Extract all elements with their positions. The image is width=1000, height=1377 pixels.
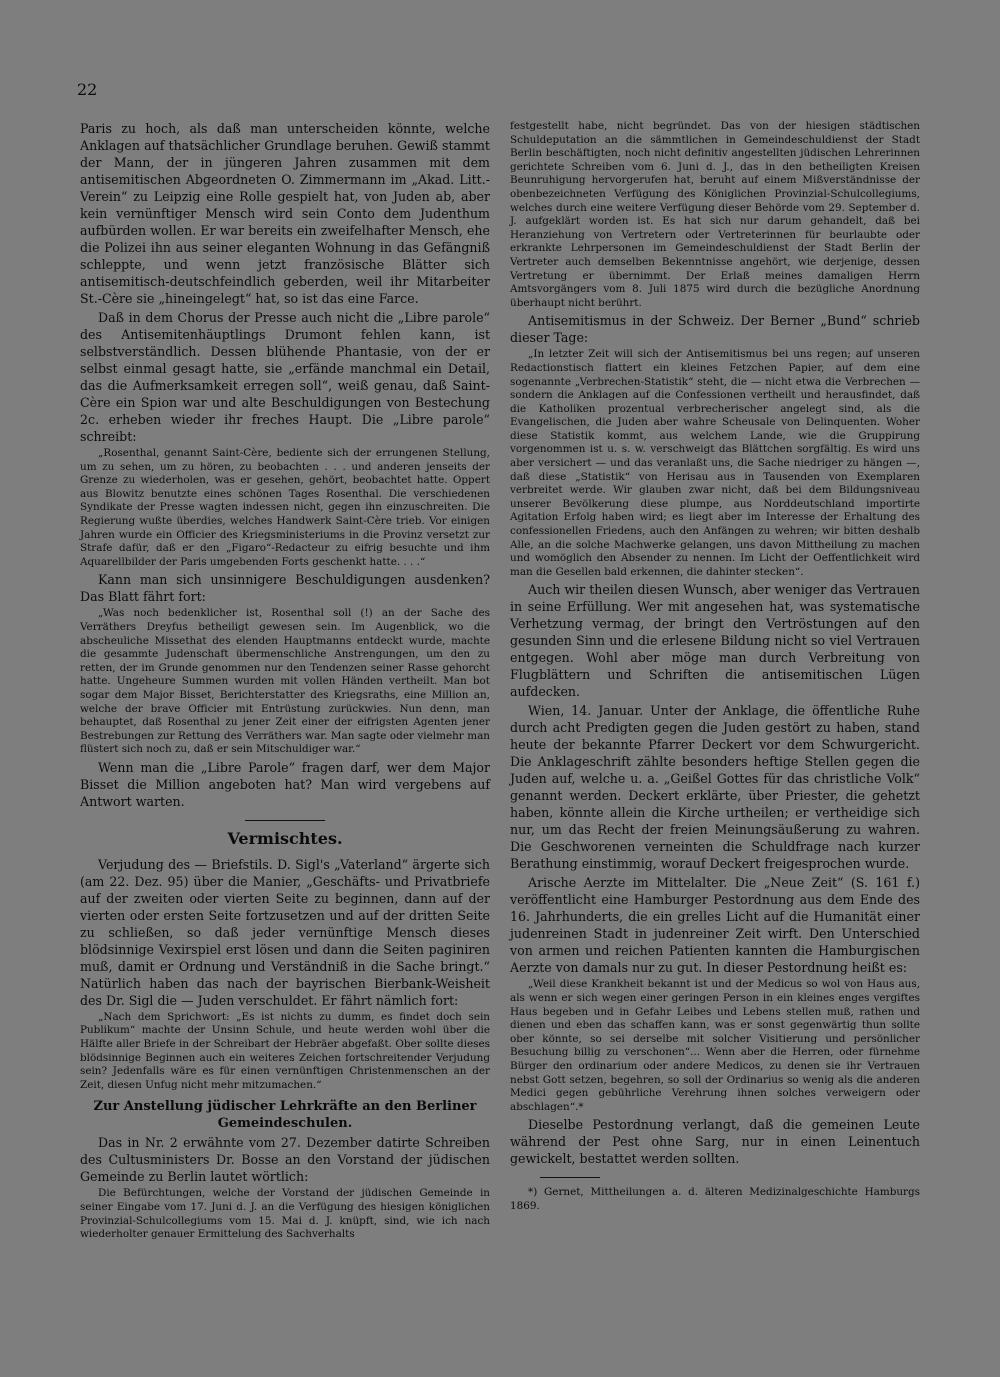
quote-paragraph: „In letzter Zeit will sich der Antisemitismus bei uns regen; auf unseren Redactionstisch flattert ein kleines Fetzchen Papier, auf dem eine sogenannte „Verbrechen-Statistik“ steht, die — nicht etwa die Verbrechen — sondern die Anklagen auf die Confessionen vertheilt und herausfindet, daß die Katholiken prozentual verbrecherischer angelegt sind, als die Evangelischen, die Juden aber wahre Scheusale von Delinquenten. Woher diese Statistik kommt, aus welchem Lande, wie die Gruppirung vorgenommen ist u. s. w. verschweigt das Blättchen sorgfältig. Es wird uns aber versichert — und das veranlaßt uns, die Sache niedriger zu hängen —, daß diese „Statistik“ von Herisau aus in Tausenden von Exemplaren verbreitet werde. Wir glauben zwar nicht, daß bei dem Bildungsniveau unserer Bevölkerung diese plumpe, aus Norddeutschland importirte Agitation Erfolg haben wird; es liegt aber im Interesse der Erhaltung des confessionellen Friedens, auch den Anfängen zu wehren; wir bitten deshalb Alle, an die solche Machwerke gelangen, uns davon Mittheilung zu machen und womöglich den Absender zu nennen. Im Licht der Oeffentlichkeit wird man die Gesellen bald erkennen, die dahinter stecken“. xyxy=(510,348,920,578)
quote-paragraph: „Nach dem Sprichwort: „Es ist nichts zu dumm, es findet doch sein Publikum“ machte der Unsinn Schule, und heute werden wohl über die Hälfte aller Briefe in der Schreibart der Hebräer abgefaßt. Ober sollte dieses blödsinnige Beginnen auch ein weiteres Zeichen fortschreitender Verjudung sein? Jedenfalls wäre es für einen vernünftigen Christenmenschen an der Zeit, diesen Unfug nicht mehr mitzumachen.“ xyxy=(80,1010,490,1091)
page-number: 22 xyxy=(77,80,98,99)
article-paragraph: Verjudung des — Briefstils. D. Sigl's „Vaterland“ ärgerte sich (am 22. Dez. 95) über die Manier, „Geschäfts- und Privatbriefe auf der zweiten oder vierten Seite zu beginnen, dann auf der vierten oder ersten Seite fortzusetzen und auf der dritten Seite zu schließen, so daß jeder vernünftige Mensch dieses blödsinnige Vexirspiel erst lösen und dann die Seiten paginiren muß, damit er Ordnung und Verständniß in die Sache bringt.“ Natürlich haben das nach der bayrischen Bierbank-Weisheit des Dr. Sigl die — Juden verschuldet. Er fährt nämlich fort: xyxy=(80,856,490,1008)
article-paragraph: Wien, 14. Januar. Unter der Anklage, die öffentliche Ruhe durch acht Predigten gegen die Juden gestört zu haben, stand heute der bekannte Pfarrer Deckert vor dem Schwurgericht. Die Anklageschrift zählte besonders heftige Stellen gegen die Juden auf, welche u. a. „Geißel Gottes für das christliche Volk“ genannt werden. Deckert erklärte, über Priester, die gehetzt haben, könnte allein die Kirche urtheilen; er vertheidige sich nur, um das Recht der freien Meinungsäußerung zu wahren. Die Geschworenen verneinten die Schuldfrage nach kurzer Berathung einstimmig, worauf Deckert freigesprochen wurde. xyxy=(510,703,920,872)
article-paragraph: Dieselbe Pestordnung verlangt, daß die gemeinen Leute während der Pest ohne Sarg, nur in einen Leinentuch gewickelt, bestattet werden sollten. xyxy=(510,1117,920,1167)
article-paragraph: Arische Aerzte im Mittelalter. Die „Neue Zeit“ (S. 161 f.) veröffentlicht eine Hamburger Pestordnung aus dem Ende des 16. Jahrhunderts, die ein grelles Licht auf die Humanität einer judenreinen Stadt in judenreiner Zeit wirft. Den Unterschied von armen und reichen Patienten kannten die Hamburgischen Aerzte von damals nur zu gut. In dieser Pestordnung heißt es: xyxy=(510,875,920,976)
left-column xyxy=(80,120,490,1244)
quote-paragraph: „Weil diese Krankheit bekannt ist und der Medicus so wol von Haus aus, als wenn er sich wegen einer geringen Person in ein kleines enges vergiftes Haus begeben und in Gefahr Leibes und Lebens stellen muß, rathen und dienen und eben das schaffen kann, was er sonst gegenwärtig thun sollte ober könnte, so sei derselbe mit solcher Visitierung und persönlicher Besuchung billig zu verschonen“... Wenn aber die Herren, oder fürnehme Bürger den ordinarium oder andere Medicos, zu denen sie ihr Vertrauen nebst Gott setzen, begehren, so soll der Ordinarius so wenig als die anderen Medici gegen gebührliche Verehrung ihnen solches verweigern oder abschlagen“.* xyxy=(510,978,920,1113)
article-paragraph: Paris zu hoch, als daß man unterscheiden könnte, welche Anklagen auf thatsächlicher Grundlage beruhen. Gewiß stammt der Mann, der in jüngeren Jahren zusammen mit dem antisemitischen Abgeordneten O. Zimmermann im „Akad. Litt.-Verein“ zu Leipzig eine Rolle gespielt hat, von Juden ab, aber kein vernünftiger Mensch wird sein Conto dem Judenthum aufbürden wollen. Er war bereits ein zweifelhafter Mensch, ehe die Polizei ihn aus seiner eleganten Wohnung in das Gefängniß schleppte, und wenn jetzt französische Blätter sich antisemitisch-deutschfeindlich geberden, weil ihr Mitarbeiter St.-Cère sie „hineingelegt“ hat, so ist das eine Farce. xyxy=(80,121,490,306)
quote-paragraph: „Rosenthal, genannt Saint-Cère, bediente sich der errungenen Stellung, um zu sehen, um zu hören, zu beobachten . . . und anderen jenseits der Grenze zu wiederholen, was er gesehen, gehört, beobachtet hatte. Oppert aus Blowitz benutzte eines schönen Tages Rosenthal. Die verschiedenen Syndikate der Presse wagten indessen nicht, gegen ihn einzuschreiten. Die Regierung wußte überdies, welches Handwerk Saint-Cère trieb. Vor einigen Jahren wurde ein Officier des Kriegsministeriums in die Provinz versetzt zur Strafe dafür, daß er den „Figaro“-Redacteur zu eifrig besuchte und ihm Aquarellbilder der Paris umgebenden Forts geschenkt hatte. . . .“ xyxy=(80,447,490,568)
right-column xyxy=(510,120,920,1216)
quote-paragraph: festgestellt habe, nicht begründet. Das von der hiesigen städtischen Schuldeputation an die sämmtlichen in Gemeindeschuldienst der Stadt Berlin beschäftigten, noch nicht definitiv angestellten jüdischen Lehrerinnen gerichtete Schreiben vom 6. Juni d. J., das in den betheiligten Kreisen Beunruhigung hervorgerufen hat, beruht auf einem Mißverständnisse der obenbezeichneten Verfügung des Königlichen Provinzial-Schulcollegiums, welches durch eine weitere Verfügung dieser Behörde vom 29. September d. J. aufgeklärt worden ist. Es hat sich nur darum gehandelt, daß bei Heranziehung von Vertretern oder Vertreterinnen für beurlaubte oder erkrankte Lehrpersonen im Gemeindeschuldienst der Stadt Berlin der Vertreter auch demselben Bekenntnisse angehört, wie derjenige, dessen Vertretung er übernimmt. Der Erlaß meines damaligen Herrn Amtsvorgängers vom 8. Juli 1875 wird durch die bezügliche Anordnung überhaupt nicht berührt. xyxy=(510,120,920,309)
article-paragraph: Kann man sich unsinnigere Beschuldigungen ausdenken? Das Blatt fährt fort: xyxy=(80,572,490,605)
divider xyxy=(245,820,325,821)
article-heading: Zur Anstellung jüdischer Lehrkräfte an den Berliner Gemeindeschulen. xyxy=(93,1099,477,1132)
article-paragraph: Das in Nr. 2 erwähnte vom 27. Dezember datirte Schreiben des Cultusministers Dr. Bosse an den Vorstand der jüdischen Gemeinde zu Berlin lautet wörtlich: xyxy=(80,1135,490,1185)
quote-paragraph: „Was noch bedenklicher ist, Rosenthal soll (!) an der Sache des Verräthers Dreyfus betheiligt gewesen sein. Im Augenblick, wo die abscheuliche Missethat des elenden Hauptmanns entdeckt wurde, machte die gesammte Judenschaft übermenschliche Anstrengungen, um den zu retten, der im Grunde genommen nur den Tendenzen seiner Rasse gehorcht hatte. Ungeheure Summen wurden mit vollen Händen vertheilt. Man bot sogar dem Major Bisset, Berichterstatter des Kriegsraths, eine Million an, welche der brave Officier mit Entrüstung zurückwies. Nun denn, man behauptet, daß Rosenthal zu jener Zeit einer der eifrigsten Agenten jener Bestrebungen zur Rettung des Verräthers war. Man sagte oder vielmehr man flüstert sich noch zu, daß er sein Mitschuldiger war.“ xyxy=(80,607,490,756)
footnote: *) Gernet, Mittheilungen a. d. älteren Medizinalgeschichte Hamburgs 1869. xyxy=(510,1186,920,1212)
article-paragraph: Daß in dem Chorus der Presse auch nicht die „Libre parole“ des Antisemitenhäuptlings Drumont fehlen kann, ist selbstverständlich. Dessen blühende Phantasie, von der er selbst einmal gesagt hatte, sie „erfände manchmal ein Detail, das die Aufmerksamkeit erregen soll“, weiß genau, daß Saint-Cère ein Spion war und alte Beschuldigungen von Bestechung 2c. erheben wieder ihr freches Haupt. Die „Libre parole“ schreibt: xyxy=(80,310,490,444)
article-paragraph: Wenn man die „Libre Parole“ fragen darf, wer dem Major Bisset die Million angeboten hat? Man wird vergebens auf Antwort warten. xyxy=(80,759,490,809)
footnote-divider xyxy=(540,1177,600,1178)
article-paragraph: Antisemitismus in der Schweiz. Der Berner „Bund“ schrieb dieser Tage: xyxy=(510,313,920,346)
article-paragraph: Auch wir theilen diesen Wunsch, aber weniger das Vertrauen in seine Erfüllung. Wer mit angesehen hat, was systematische Verhetzung vermag, der bringt den Vertröstungen auf den gesunden Sinn und die erlesene Bildung nicht so viel Vertrauen entgegen. Wohl aber möge man durch Verbreitung von Flugblättern und Schriften die antisemitischen Lügen aufdecken. xyxy=(510,582,920,700)
quote-paragraph: Die Befürchtungen, welche der Vorstand der jüdischen Gemeinde in seiner Eingabe vom 17. Juni d. J. an die Verfügung des hiesigen königlichen Provinzial-Schulcollegiums vom 15. Mai d. J. knüpft, sind, wie ich nach wiederholter genauer Ermittelung des Sachverhalts xyxy=(80,1187,490,1241)
section-title: Vermischtes. xyxy=(227,828,343,848)
